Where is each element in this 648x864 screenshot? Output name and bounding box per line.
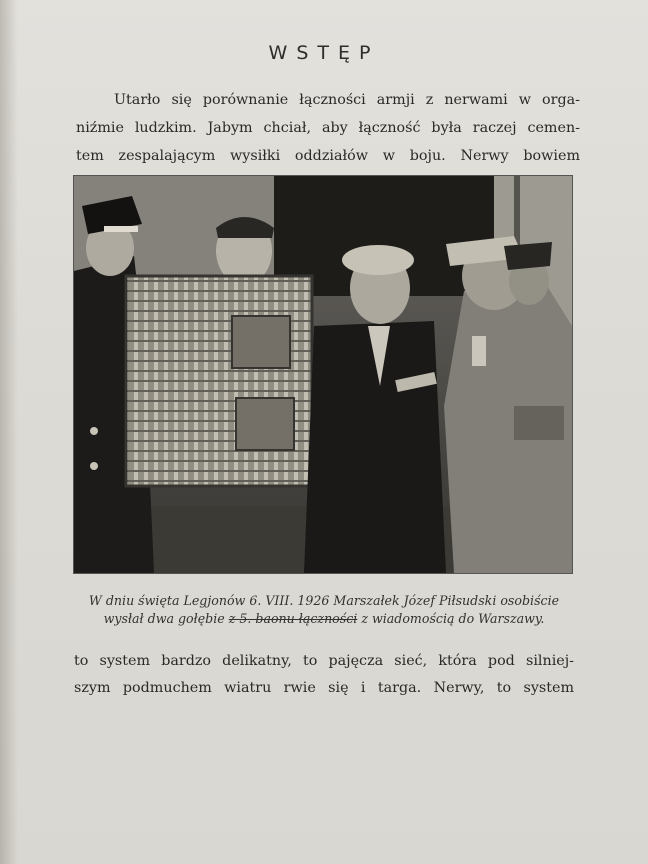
caption-line-1: W dniu święta Legjonów 6. VIII. 1926 Marszałek Józef Piłsudski osobiście bbox=[88, 593, 560, 608]
caption-line-2-end: z wiadomością do Warszawy. bbox=[361, 611, 545, 626]
caption-struck-text: z 5. baonu łączności bbox=[228, 611, 358, 626]
photo-caption bbox=[60, 592, 588, 628]
outro-line-1: to system bardzo delikatny, to pajęcza sieć, która pod silniej- bbox=[74, 653, 574, 669]
intro-line-2: niźmie ludzkim. Jabym chciał, aby łączność była raczej cemen- bbox=[76, 120, 580, 136]
intro-line-1: Utarło się porównanie łączności armji z nerwami w orga- bbox=[114, 92, 580, 108]
historical-photograph bbox=[74, 176, 572, 573]
page-heading: WSTĘP bbox=[268, 42, 380, 64]
continuation-paragraph bbox=[74, 648, 574, 702]
intro-paragraph bbox=[76, 86, 580, 170]
outro-line-2: szym podmuchem wiatru rwie się i targa. Nerwy, to system bbox=[74, 680, 574, 696]
caption-line-2-start: wysłał dwa gołębie bbox=[103, 611, 225, 626]
caption-line-2 bbox=[60, 610, 588, 628]
intro-line-3: tem zespalającym wysiłki oddziałów w boju. Nerwy bowiem bbox=[76, 148, 580, 164]
